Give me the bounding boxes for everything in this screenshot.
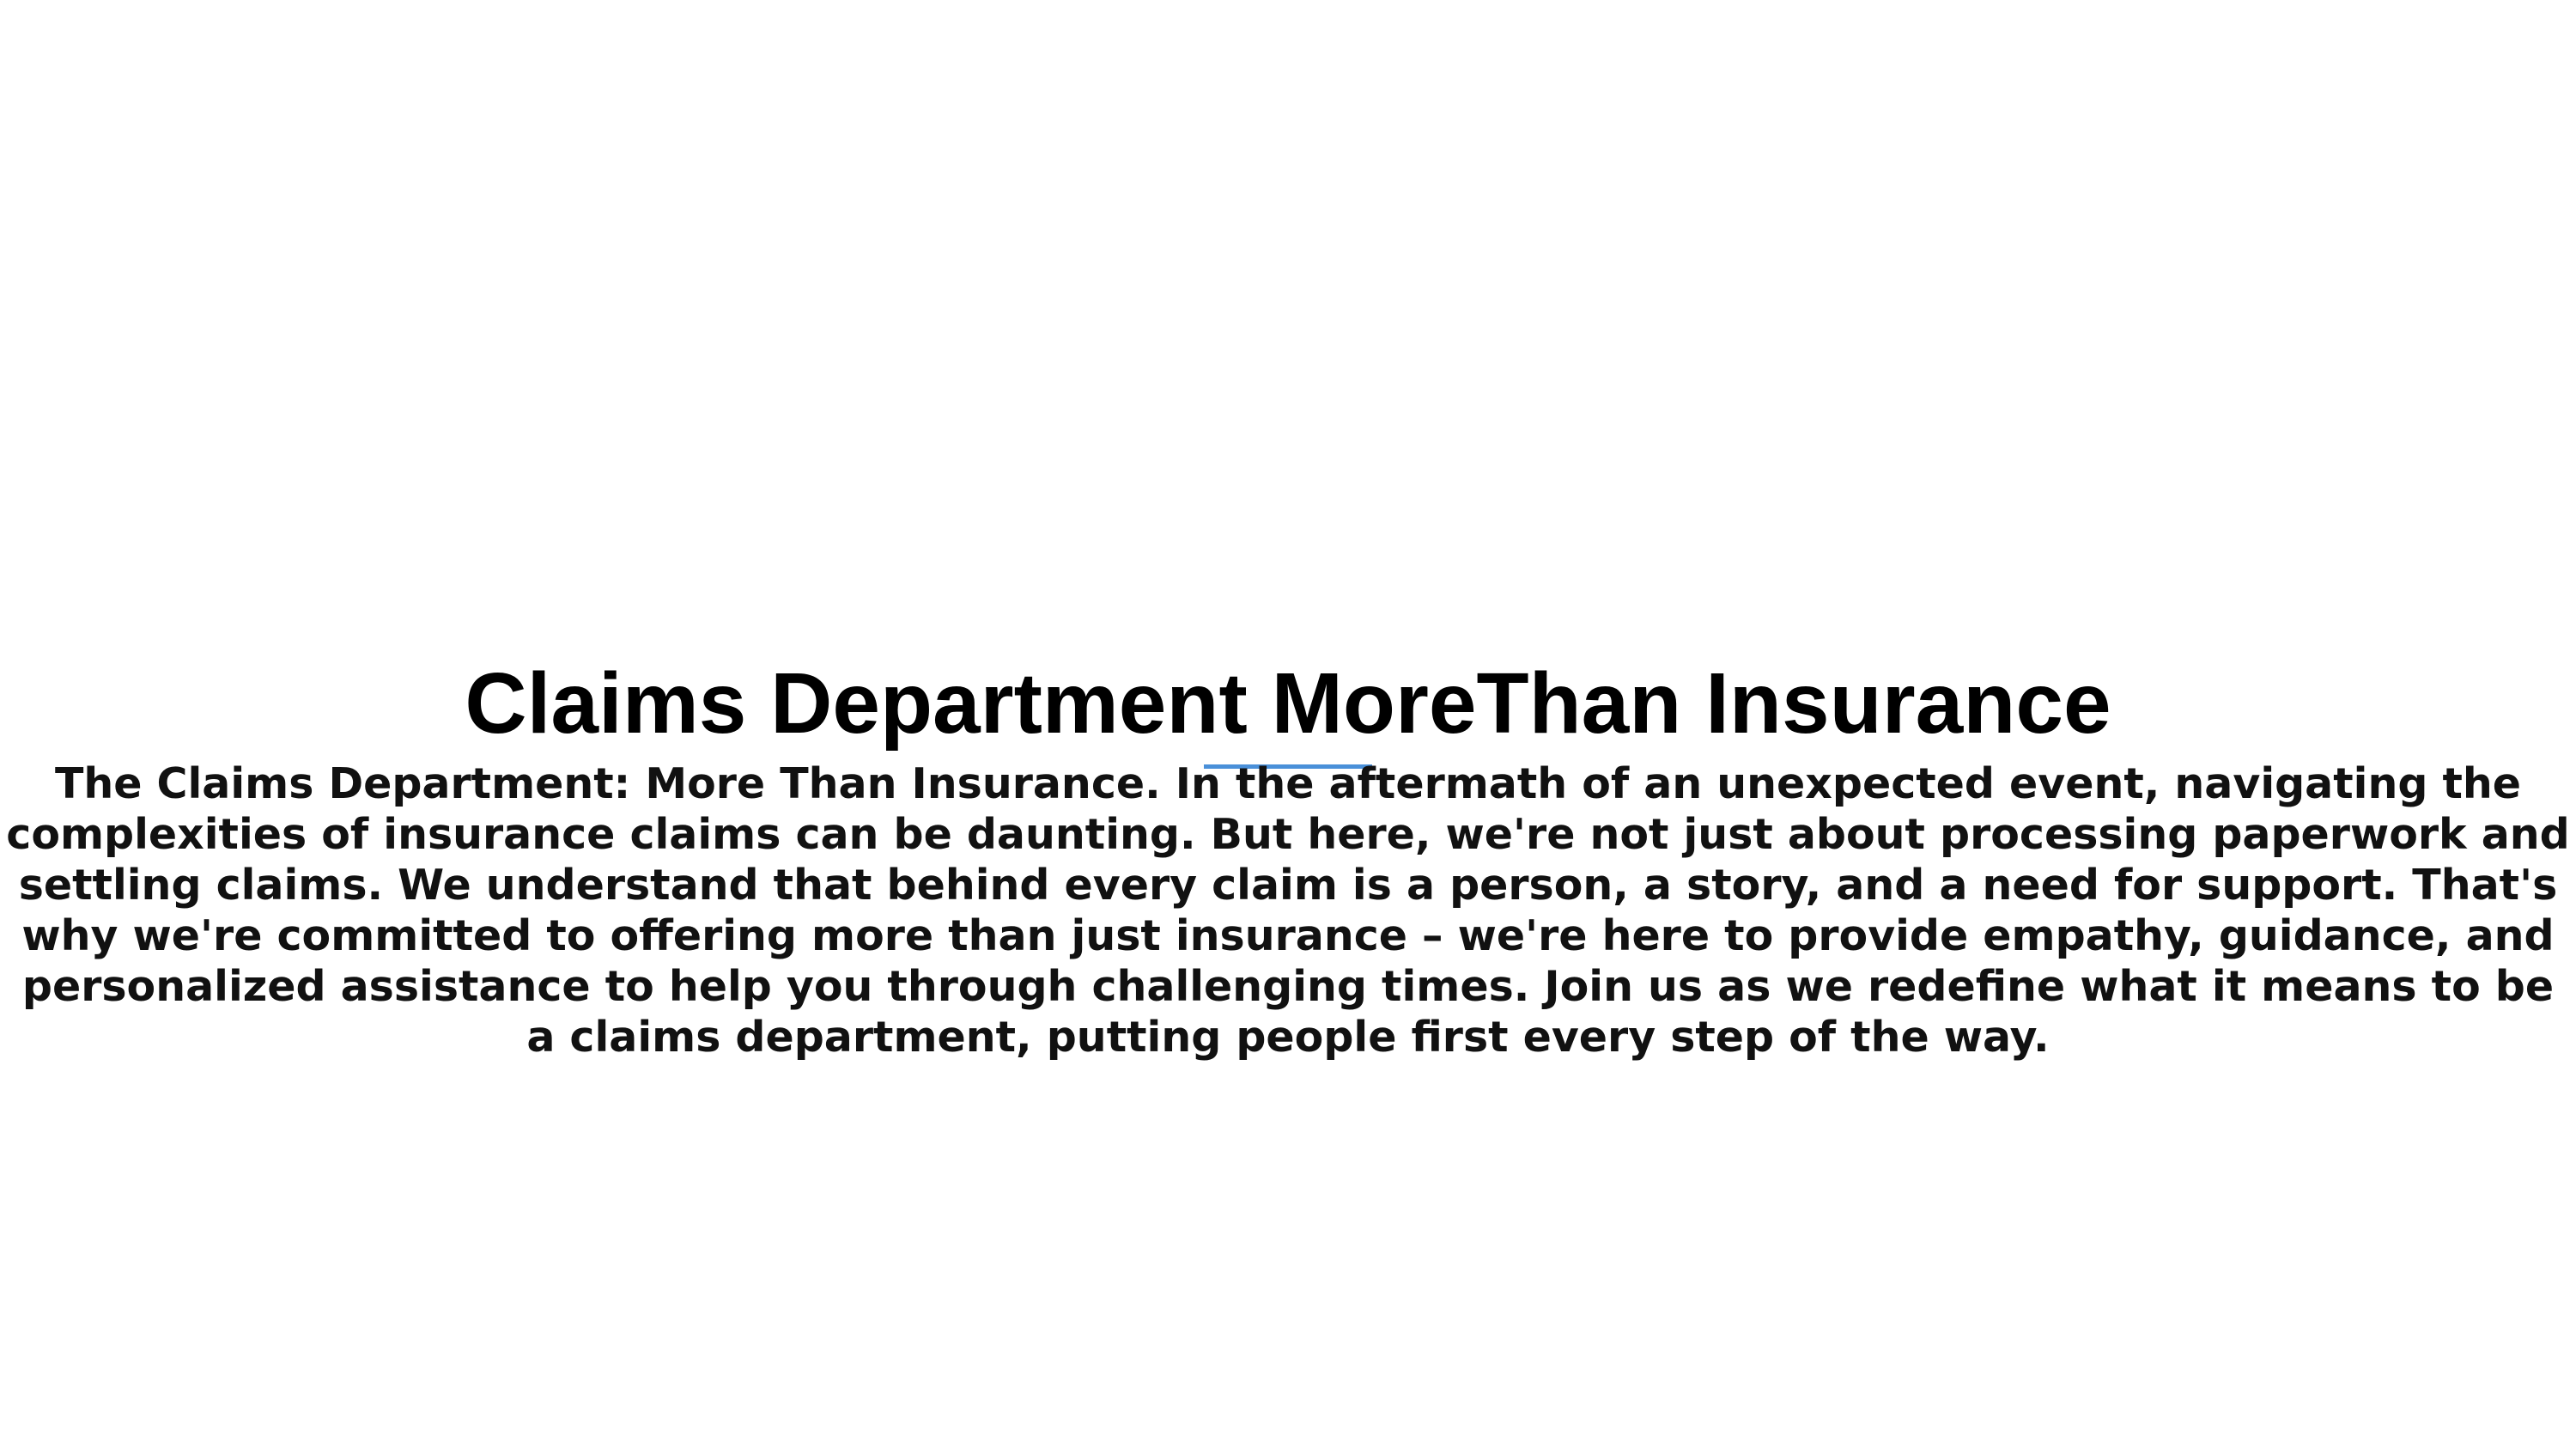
intro-paragraph: The Claims Department: More Than Insurance. In the aftermath of an unexpected event, navigating the complexities of insurance claims can be daunting. But here, we're not just about processing paperwork and settling claims. We understand that behind every claim is a person, a story, and a need for support. That's why we're committed to offering more than just insurance – we're here to provide empathy, guidance, and personalized assistance to help you through challenging times. Join us as we redefine what it means to be a claims department, putting people first every step of the way. [6, 759, 2570, 1062]
page-title: Claims Department MoreThan Insurance [465, 655, 2111, 752]
hero-section [0, 653, 2576, 1062]
